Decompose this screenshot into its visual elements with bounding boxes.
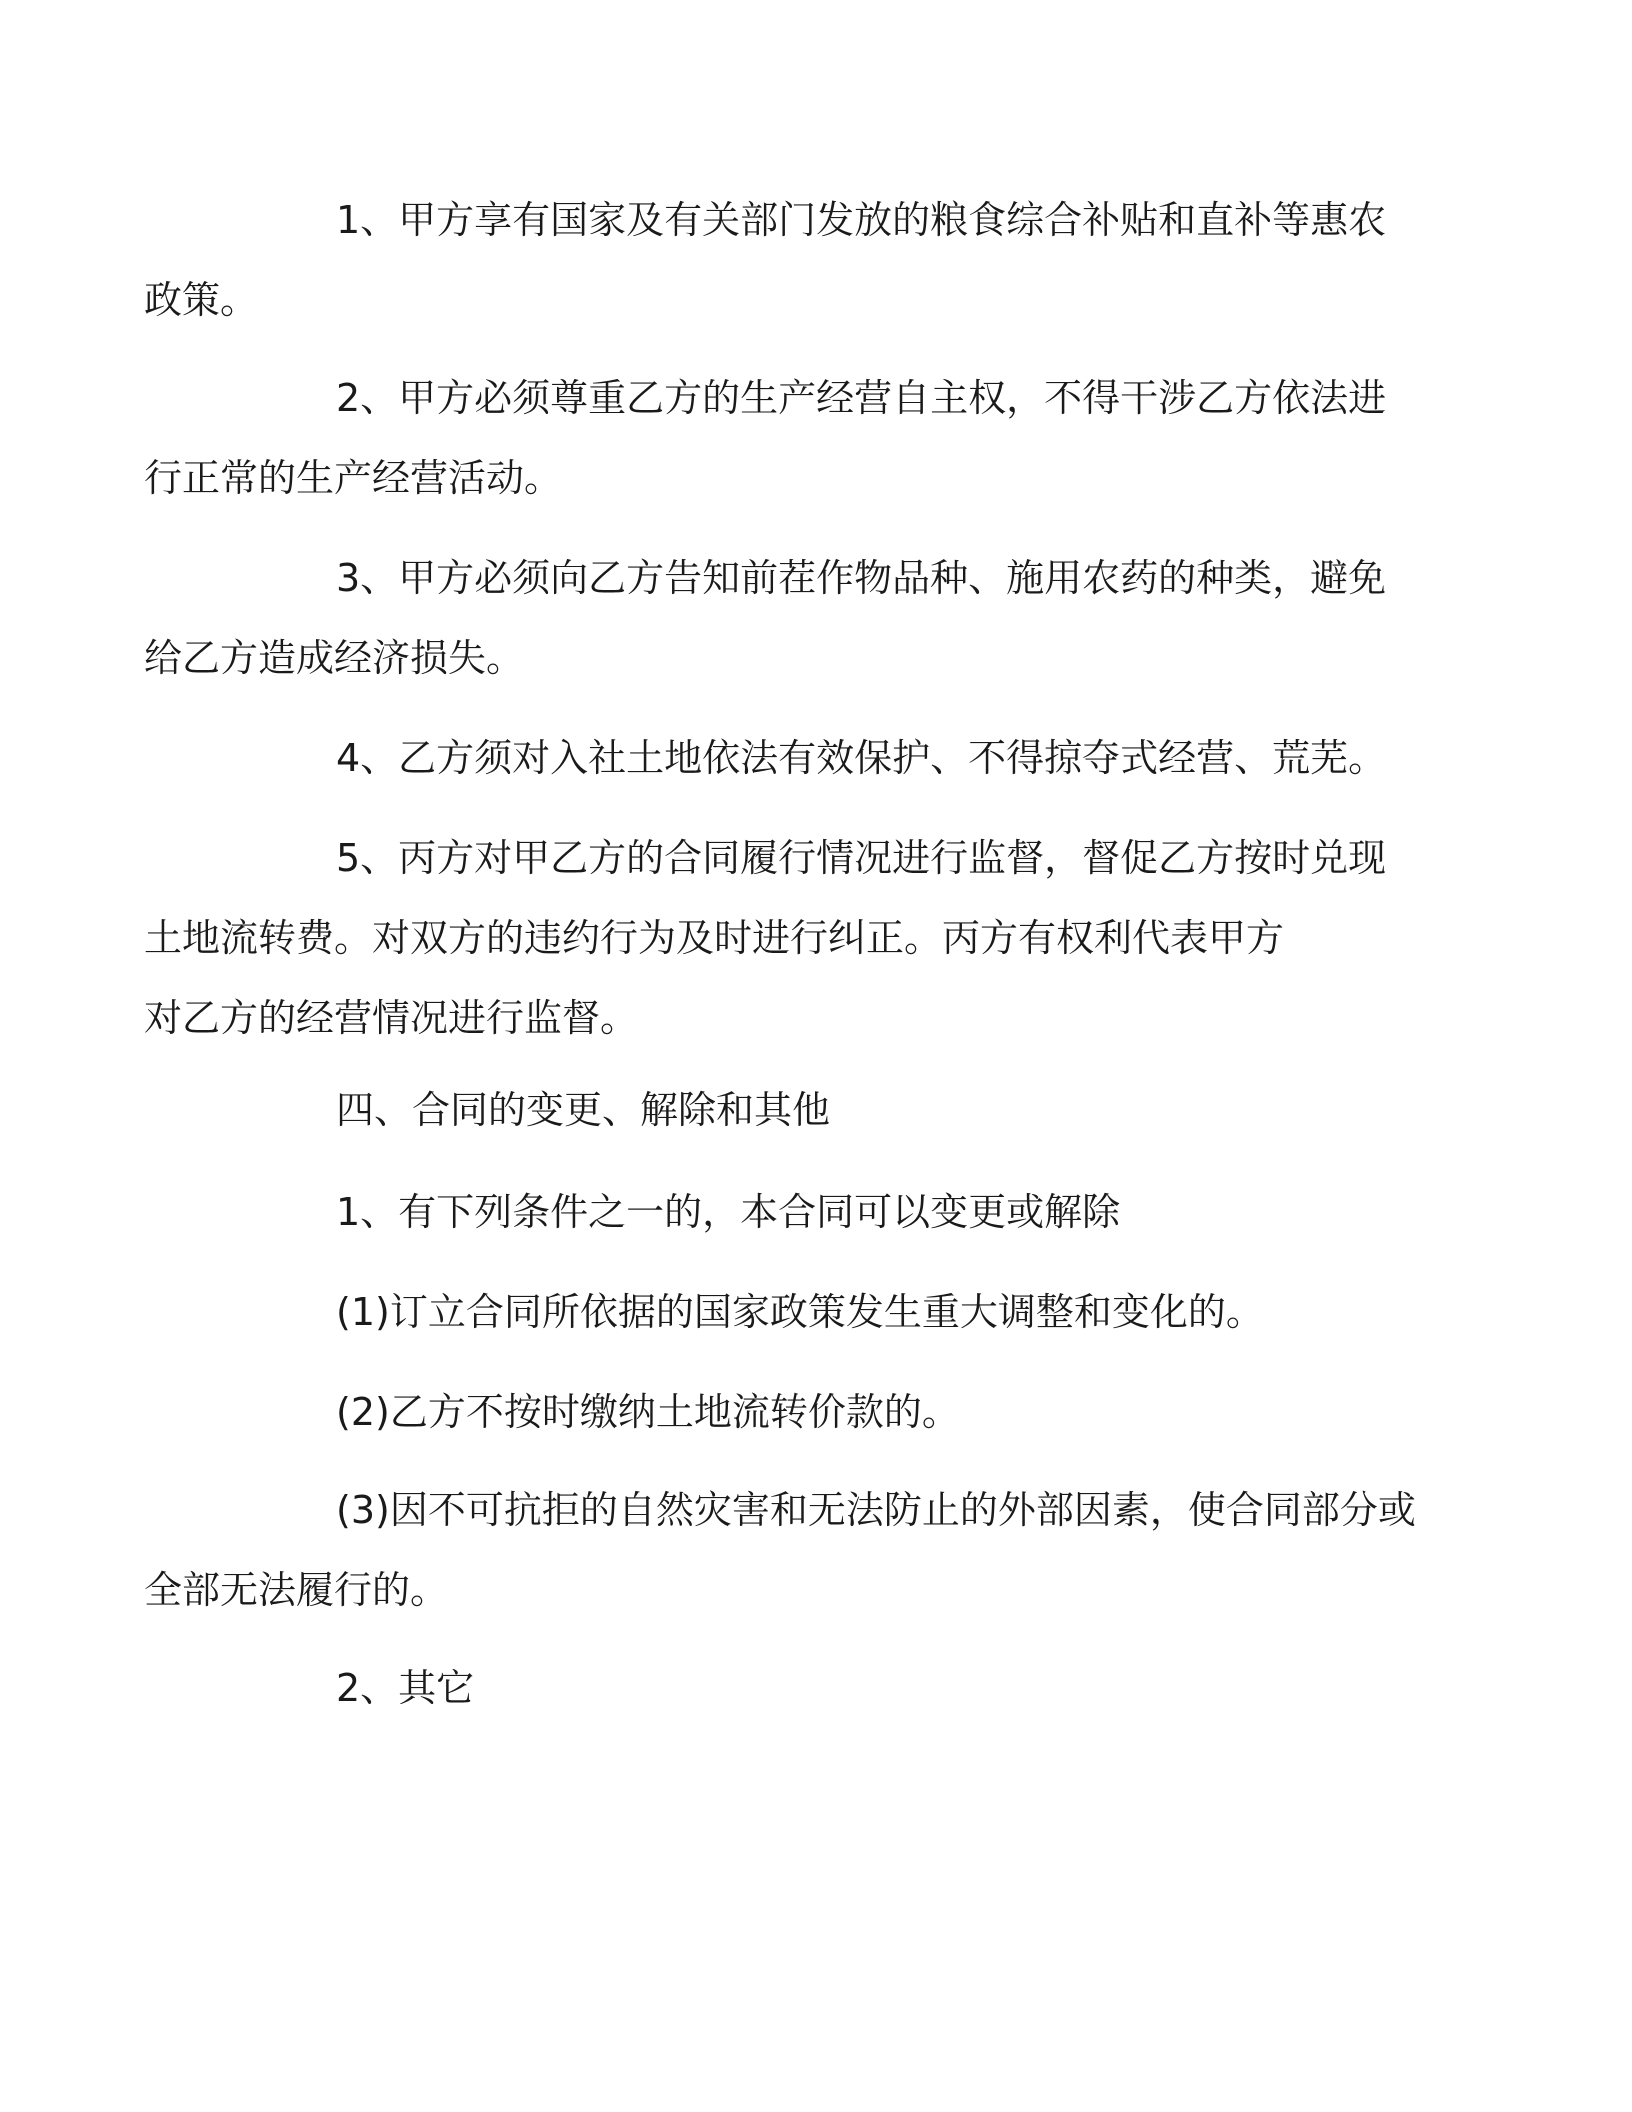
text-line: 政策。: [144, 278, 259, 322]
clause-4-1-2: [240, 1372, 1390, 1452]
clause-3-2: [144, 358, 1390, 518]
text-line: 行正常的生产经营活动。: [144, 456, 563, 500]
text-line: (2)乙方不按时缴纳土地流转价款的。: [336, 1390, 960, 1434]
text-line: (3)因不可抗拒的自然灾害和无法防止的外部因素，使合同部分或: [336, 1488, 1416, 1532]
text-line: 对乙方的经营情况进行监督。: [144, 996, 639, 1040]
text-line: 1、有下列条件之一的，本合同可以变更或解除: [336, 1190, 1121, 1234]
text-line: 1、甲方享有国家及有关部门发放的粮食综合补贴和直补等惠农: [336, 198, 1387, 242]
clause-3-3: [144, 538, 1390, 698]
text-line: 全部无法履行的。: [144, 1568, 449, 1612]
clause-4-1-1: [240, 1272, 1390, 1352]
text-line: 3、甲方必须向乙方告知前茬作物品种、施用农药的种类，避免: [336, 556, 1387, 600]
clause-4-1-3: [144, 1470, 1416, 1630]
text-line: 给乙方造成经济损失。: [144, 636, 525, 680]
text-line: 2、甲方必须尊重乙方的生产经营自主权，不得干涉乙方依法进: [336, 376, 1387, 420]
clause-3-5: [144, 818, 1390, 1058]
text-line: 土地流转费。对双方的违约行为及时进行纠正。丙方有权利代表甲方: [144, 916, 1285, 960]
clause-3-4: [240, 718, 1390, 798]
text-line: 2、其它: [336, 1666, 475, 1710]
text-line: 4、乙方须对入社土地依法有效保护、不得掠夺式经营、荒芜。: [336, 736, 1387, 780]
clause-3-1: [144, 180, 1390, 340]
section-4-heading: [240, 1070, 1390, 1150]
text-line: (1)订立合同所依据的国家政策发生重大调整和变化的。: [336, 1290, 1264, 1334]
text-line: 5、丙方对甲乙方的合同履行情况进行监督，督促乙方按时兑现: [336, 836, 1387, 880]
section-heading: 四、合同的变更、解除和其他: [336, 1088, 831, 1132]
clause-4-1: [240, 1172, 1390, 1252]
clause-4-2: [240, 1648, 1390, 1728]
